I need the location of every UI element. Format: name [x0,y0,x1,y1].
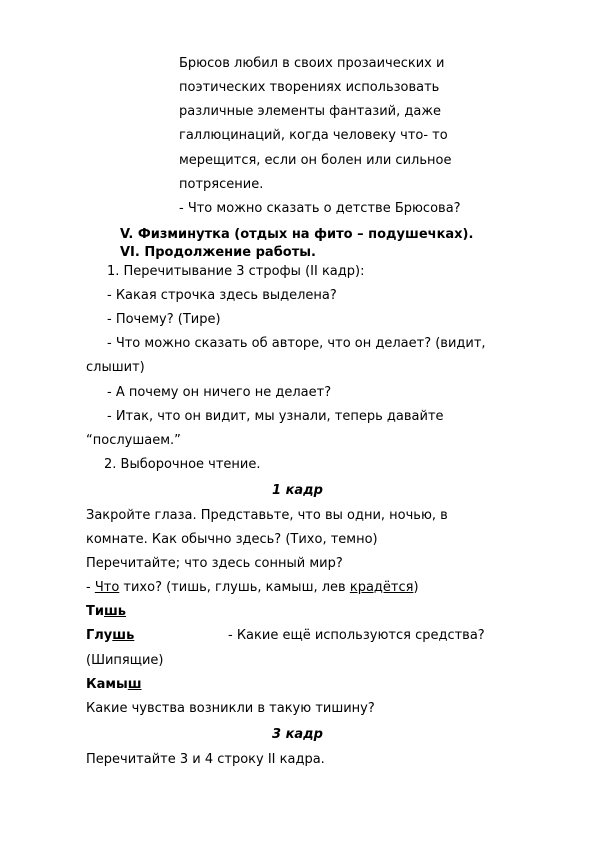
intro-line-3: различные элементы фантазий, даже [179,104,442,119]
question-2: - Почему? (Тире) [107,312,221,327]
item-1: 1. Перечитывание 3 строфы (II кадр): [107,264,365,279]
question-5-cont: “послушаем.” [86,433,181,448]
word-kamysh [86,677,142,693]
intro-line-2: поэтических творениях использовать [179,80,440,95]
close-paren: ) [413,580,419,595]
frame-1-text-1: Закройте глаза. Представьте, что вы одни, ночью, в [86,508,448,523]
frame-1-text-3: Перечитайте; что здесь сонный мир? [86,556,343,571]
word-kamysh-ending: ш [127,677,142,692]
question-3: - Что можно сказать об авторе, что он делает? (видит, [107,336,486,351]
word-tish-stem: Ти [86,604,104,619]
question-1: - Какая строчка здесь выделена? [107,288,337,303]
section-5-heading: V. Физминутка (отдых на фито – подушечках). [120,227,474,242]
intro-line-6: потрясение. [179,177,264,192]
word-tish [86,604,126,620]
section-6-heading: VI. Продолжение работы. [120,245,316,260]
intro-question: - Что можно сказать о детстве Брюсова? [179,201,461,216]
underlined-word-kradetsya: крадётся [349,580,414,595]
answer-text: тихо? (тишь, глушь, камыш, лев [119,580,350,595]
frame-1-text-2: комнате. Как обычно здесь? (Тихо, темно) [86,532,378,547]
word-glush-ending: шь [112,628,135,643]
word-glush-stem: Глу [86,628,113,643]
question-means: - Какие ещё используются средства? [228,628,485,643]
frame-3-text-1: Перечитайте 3 и 4 строку II кадра. [86,752,325,767]
intro-line-5: мерещится, если он болен или сильное [179,153,452,168]
question-5: - Итак, что он видит, мы узнали, теперь давайте [107,409,444,424]
frame-3-heading: 3 кадр [272,727,323,742]
intro-line-4: галлюцинаций, когда человеку что- то [179,128,448,143]
intro-line-1: Брюсов любил в своих прозаических и [179,56,445,71]
word-tish-ending: шь [103,604,127,619]
underlined-word-chto: Что [94,580,120,595]
question-4: - А почему он ничего не делает? [107,385,332,400]
feelings-question: Какие чувства возникли в такую тишину? [86,701,375,716]
question-3-cont: слышит) [86,360,145,375]
answer-sibilants: (Шипящие) [86,653,164,668]
frame-1-text-4 [86,580,419,596]
frame-1-heading: 1 кадр [272,483,323,498]
word-glush [86,628,134,644]
item-2: 2. Выборочное чтение. [104,457,261,472]
word-kamysh-stem: Камы [86,677,128,692]
dash: - [86,580,95,595]
